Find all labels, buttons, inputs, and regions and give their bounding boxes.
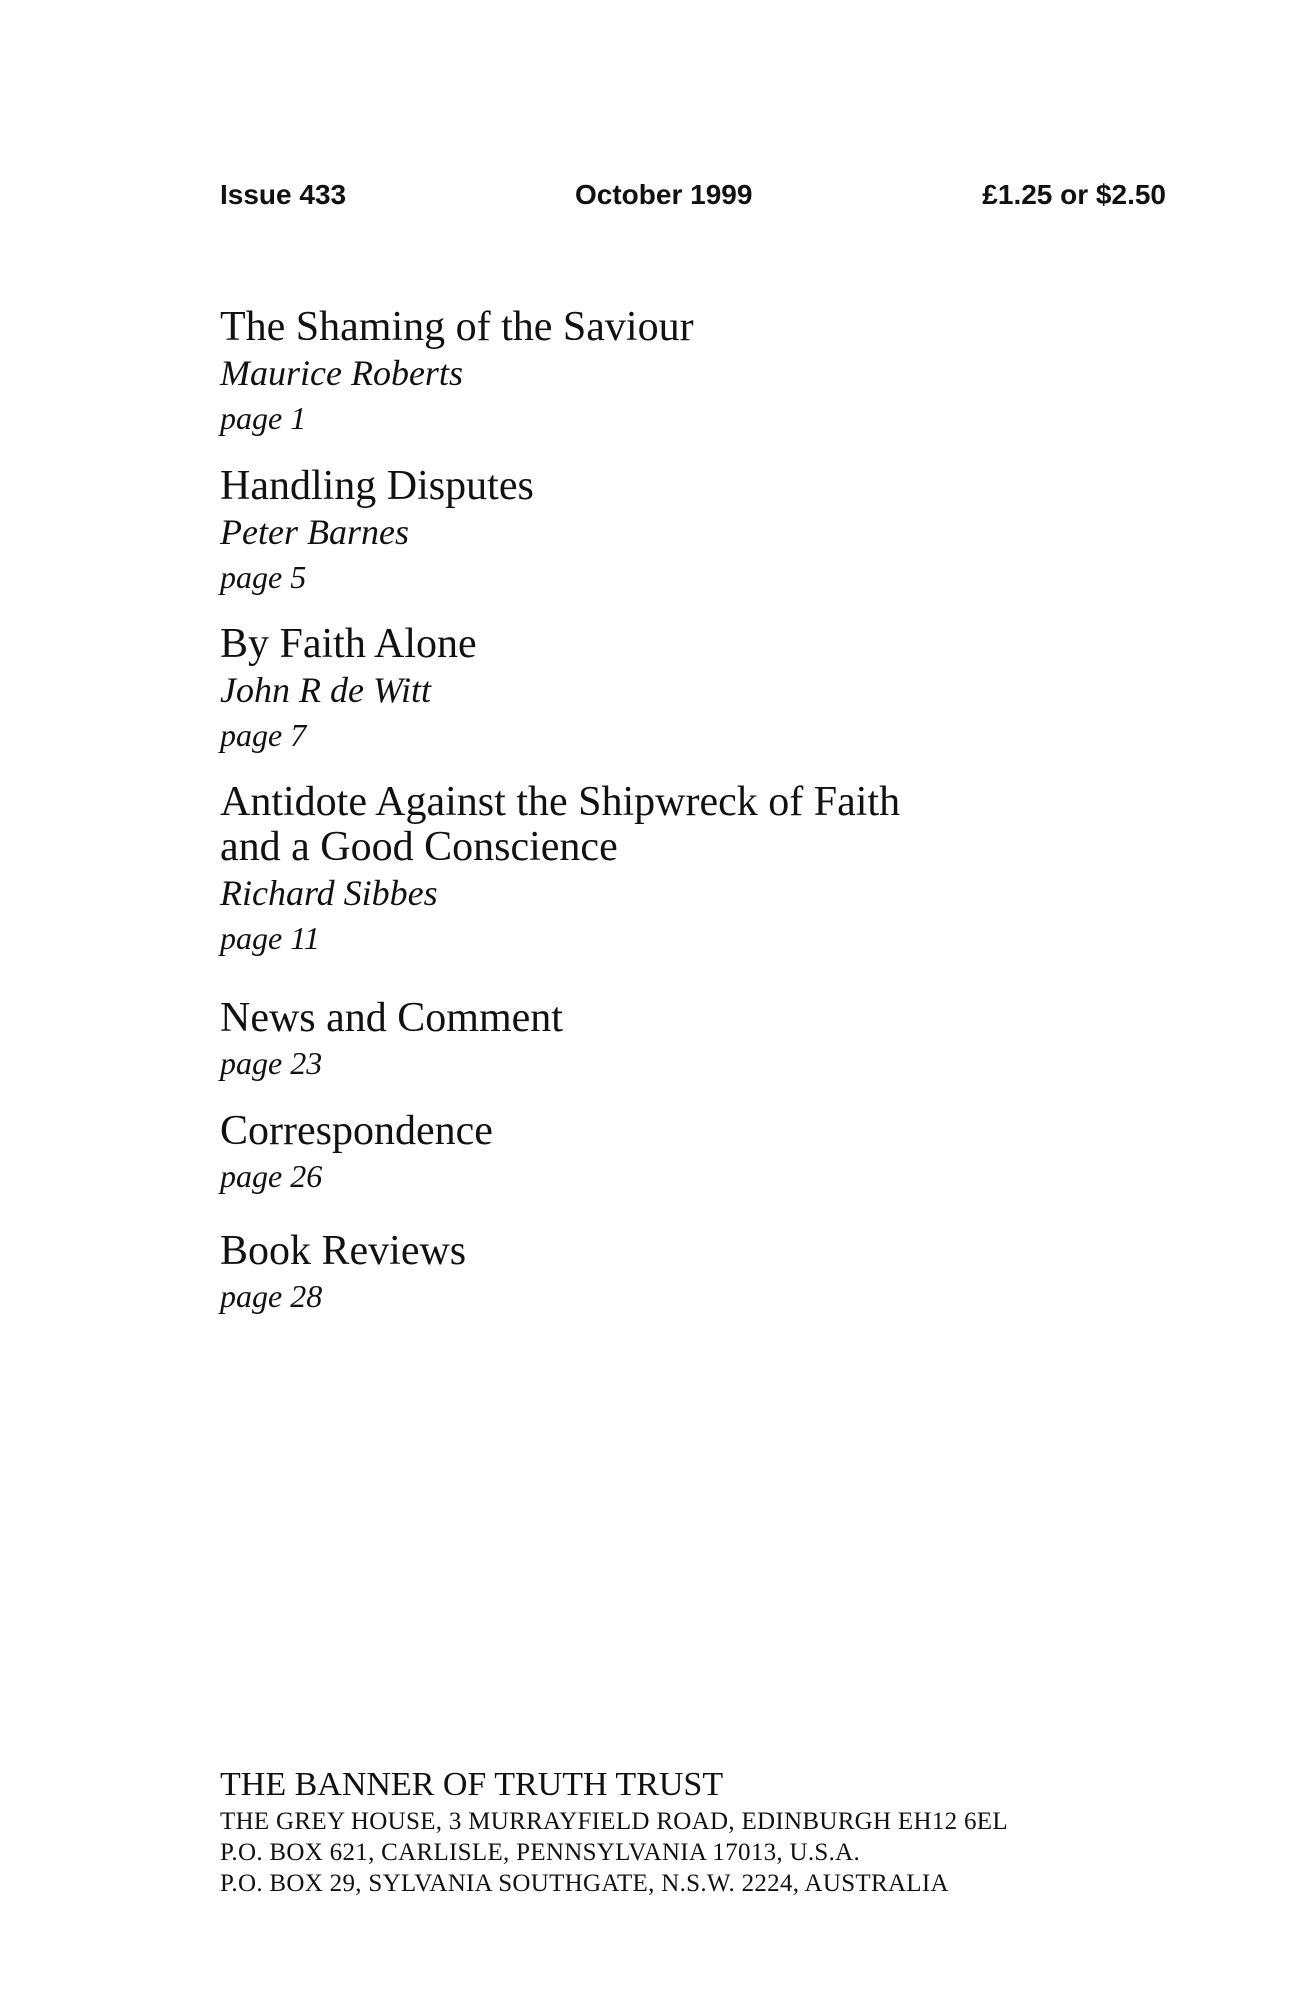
section-page: page 26 — [220, 1158, 323, 1194]
publisher-address-edinburgh: THE GREY HOUSE, 3 MURRAYFIELD ROAD, EDINBURGH EH12 6EL — [220, 1808, 1008, 1835]
section-title: Book Reviews — [220, 1228, 467, 1274]
toc-entry — [220, 464, 1120, 599]
article-author: Richard Sibbes — [220, 873, 438, 913]
article-page: page 11 — [220, 920, 320, 956]
article-title: The Shaming of the Saviour — [220, 304, 694, 350]
article-author: Peter Barnes — [220, 512, 409, 552]
article-author: Maurice Roberts — [220, 353, 463, 393]
section-page: page 28 — [220, 1278, 323, 1314]
toc-entry — [220, 1109, 1120, 1198]
toc-entry — [220, 780, 1120, 960]
article-title: Handling Disputes — [220, 463, 534, 509]
publisher-name: THE BANNER OF TRUTH TRUST — [220, 1766, 724, 1803]
article-title-line-1: Antidote Against the Shipwreck of Faith — [220, 779, 901, 825]
publisher-block — [220, 1764, 1220, 1899]
issue-date: October 1999 — [575, 179, 753, 210]
article-title: By Faith Alone — [220, 621, 477, 667]
issue-price: £1.25 or $2.50 — [982, 179, 1166, 210]
toc-entry — [220, 996, 1120, 1085]
issue-number: Issue 433 — [220, 179, 347, 210]
publisher-address-australia: P.O. BOX 29, SYLVANIA SOUTHGATE, N.S.W. 2224, AUSTRALIA — [220, 1870, 949, 1897]
toc-entry — [220, 305, 1120, 440]
publisher-address-carlisle: P.O. BOX 621, CARLISLE, PENNSYLVANIA 17013, U.S.A. — [220, 1839, 861, 1866]
article-page: page 1 — [220, 400, 307, 436]
section-title: Correspondence — [220, 1108, 493, 1154]
article-page: page 5 — [220, 559, 307, 595]
toc-entry — [220, 1229, 1120, 1318]
section-title: News and Comment — [220, 995, 563, 1041]
section-page: page 23 — [220, 1045, 323, 1081]
article-author: John R de Witt — [220, 670, 431, 710]
toc-entry — [220, 622, 1120, 757]
article-page: page 7 — [220, 717, 307, 753]
article-title-line-2: and a Good Conscience — [220, 824, 618, 870]
